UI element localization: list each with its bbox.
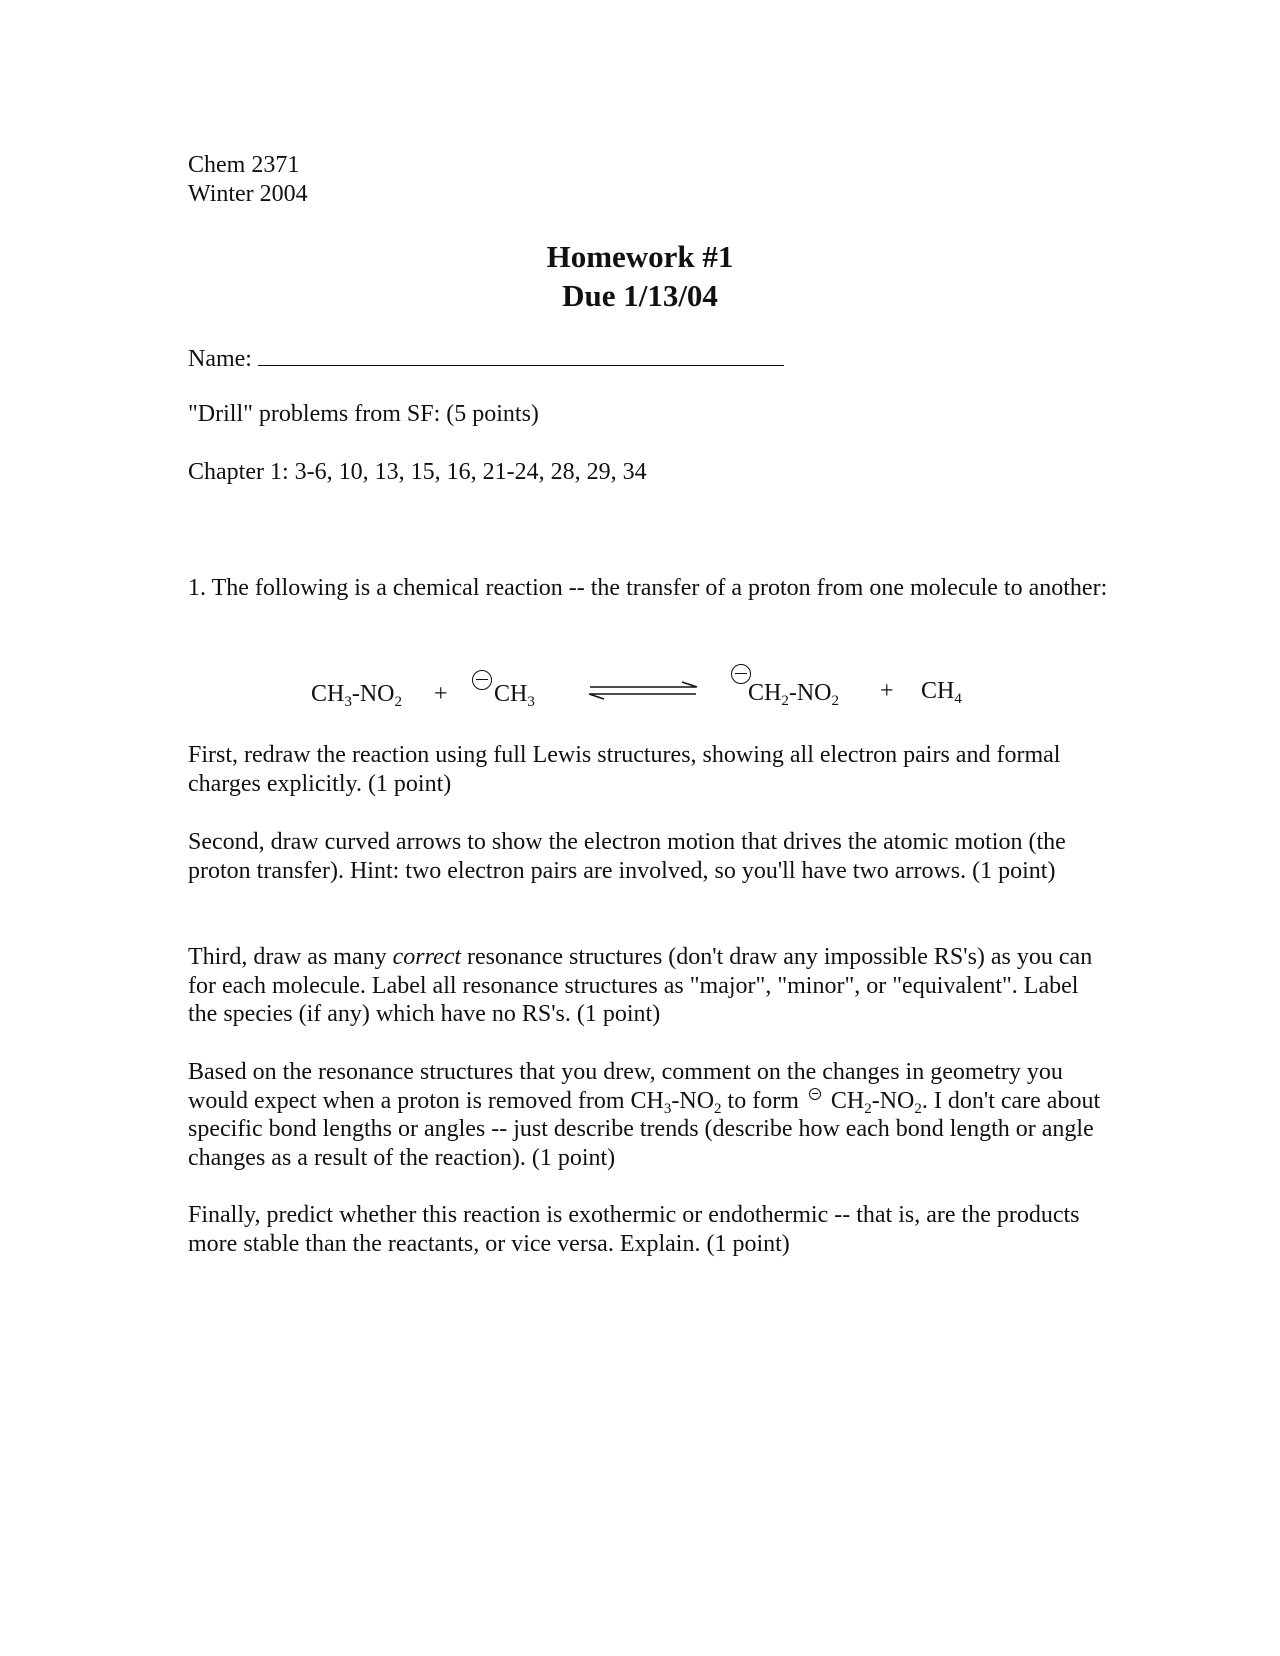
question-1-intro: 1. The following is a chemical reaction -- the transfer of a proton from one molecule to another: [188, 575, 1108, 601]
part-first: First, redraw the reaction using full Lewis structures, showing all electron pairs and formal charges explicitly. (1 point) [188, 742, 1061, 797]
due-date: Due 1/13/04 [562, 278, 718, 313]
product-nitromethyl-anion: $CH_2-NO_2$ [748, 680, 839, 709]
course-label: Chem 2371 [188, 152, 300, 178]
name-label: Name: [188, 346, 252, 372]
emphasis-correct: correct [392, 944, 462, 970]
drill-problems: "Drill" problems from SF: (5 points) [188, 401, 539, 427]
reactant-methyl-anion: $CH_3$ [494, 681, 535, 710]
negative-charge-icon [472, 670, 492, 690]
part-geometry: Based on the resonance structures that you drew, comment on the changes in geometry you would expect when a proton is removed from $CH_3-NO_2$ to form $CH_2-NO_2$. I don't care about specific bond lengths or angles -- just describe trends (describe how each bond length or angle changes as a result of the reaction). (1 point) [188, 1059, 1101, 1171]
part-finally: Finally, predict whether this reaction is exothermic or endothermic -- that is, are the products more stable than the reactants, or vice versa. Explain. (1 point) [188, 1202, 1080, 1257]
homework-title: Homework #1 [546, 239, 734, 274]
plus-sign: + [880, 678, 894, 704]
name-field[interactable] [188, 343, 784, 374]
equilibrium-arrow-icon [588, 680, 700, 702]
part-third: Third, draw as many correct resonance structures (don't draw any impossible RS's) as you can for each molecule. Label all resonance structures as "major", "minor", or "equivalent". Label the species (if any) which have no RS's. (1 point) [188, 944, 1093, 1027]
chapter-problems: Chapter 1: 3-6, 10, 13, 15, 16, 21-24, 28, 29, 34 [188, 459, 647, 485]
part-second: Second, draw curved arrows to show the electron motion that drives the atomic motion (the proton transfer). Hint: two electron pairs are involved, so you'll have two arrows. (1 point) [188, 829, 1066, 884]
term-label: Winter 2004 [188, 181, 308, 207]
reactant-nitromethane: $CH_3-NO_2$ [311, 681, 402, 710]
plus-sign: + [434, 681, 448, 707]
negative-charge-icon [809, 1088, 821, 1100]
product-methane: $CH_4$ [921, 678, 962, 707]
name-blank-line[interactable] [258, 343, 784, 366]
